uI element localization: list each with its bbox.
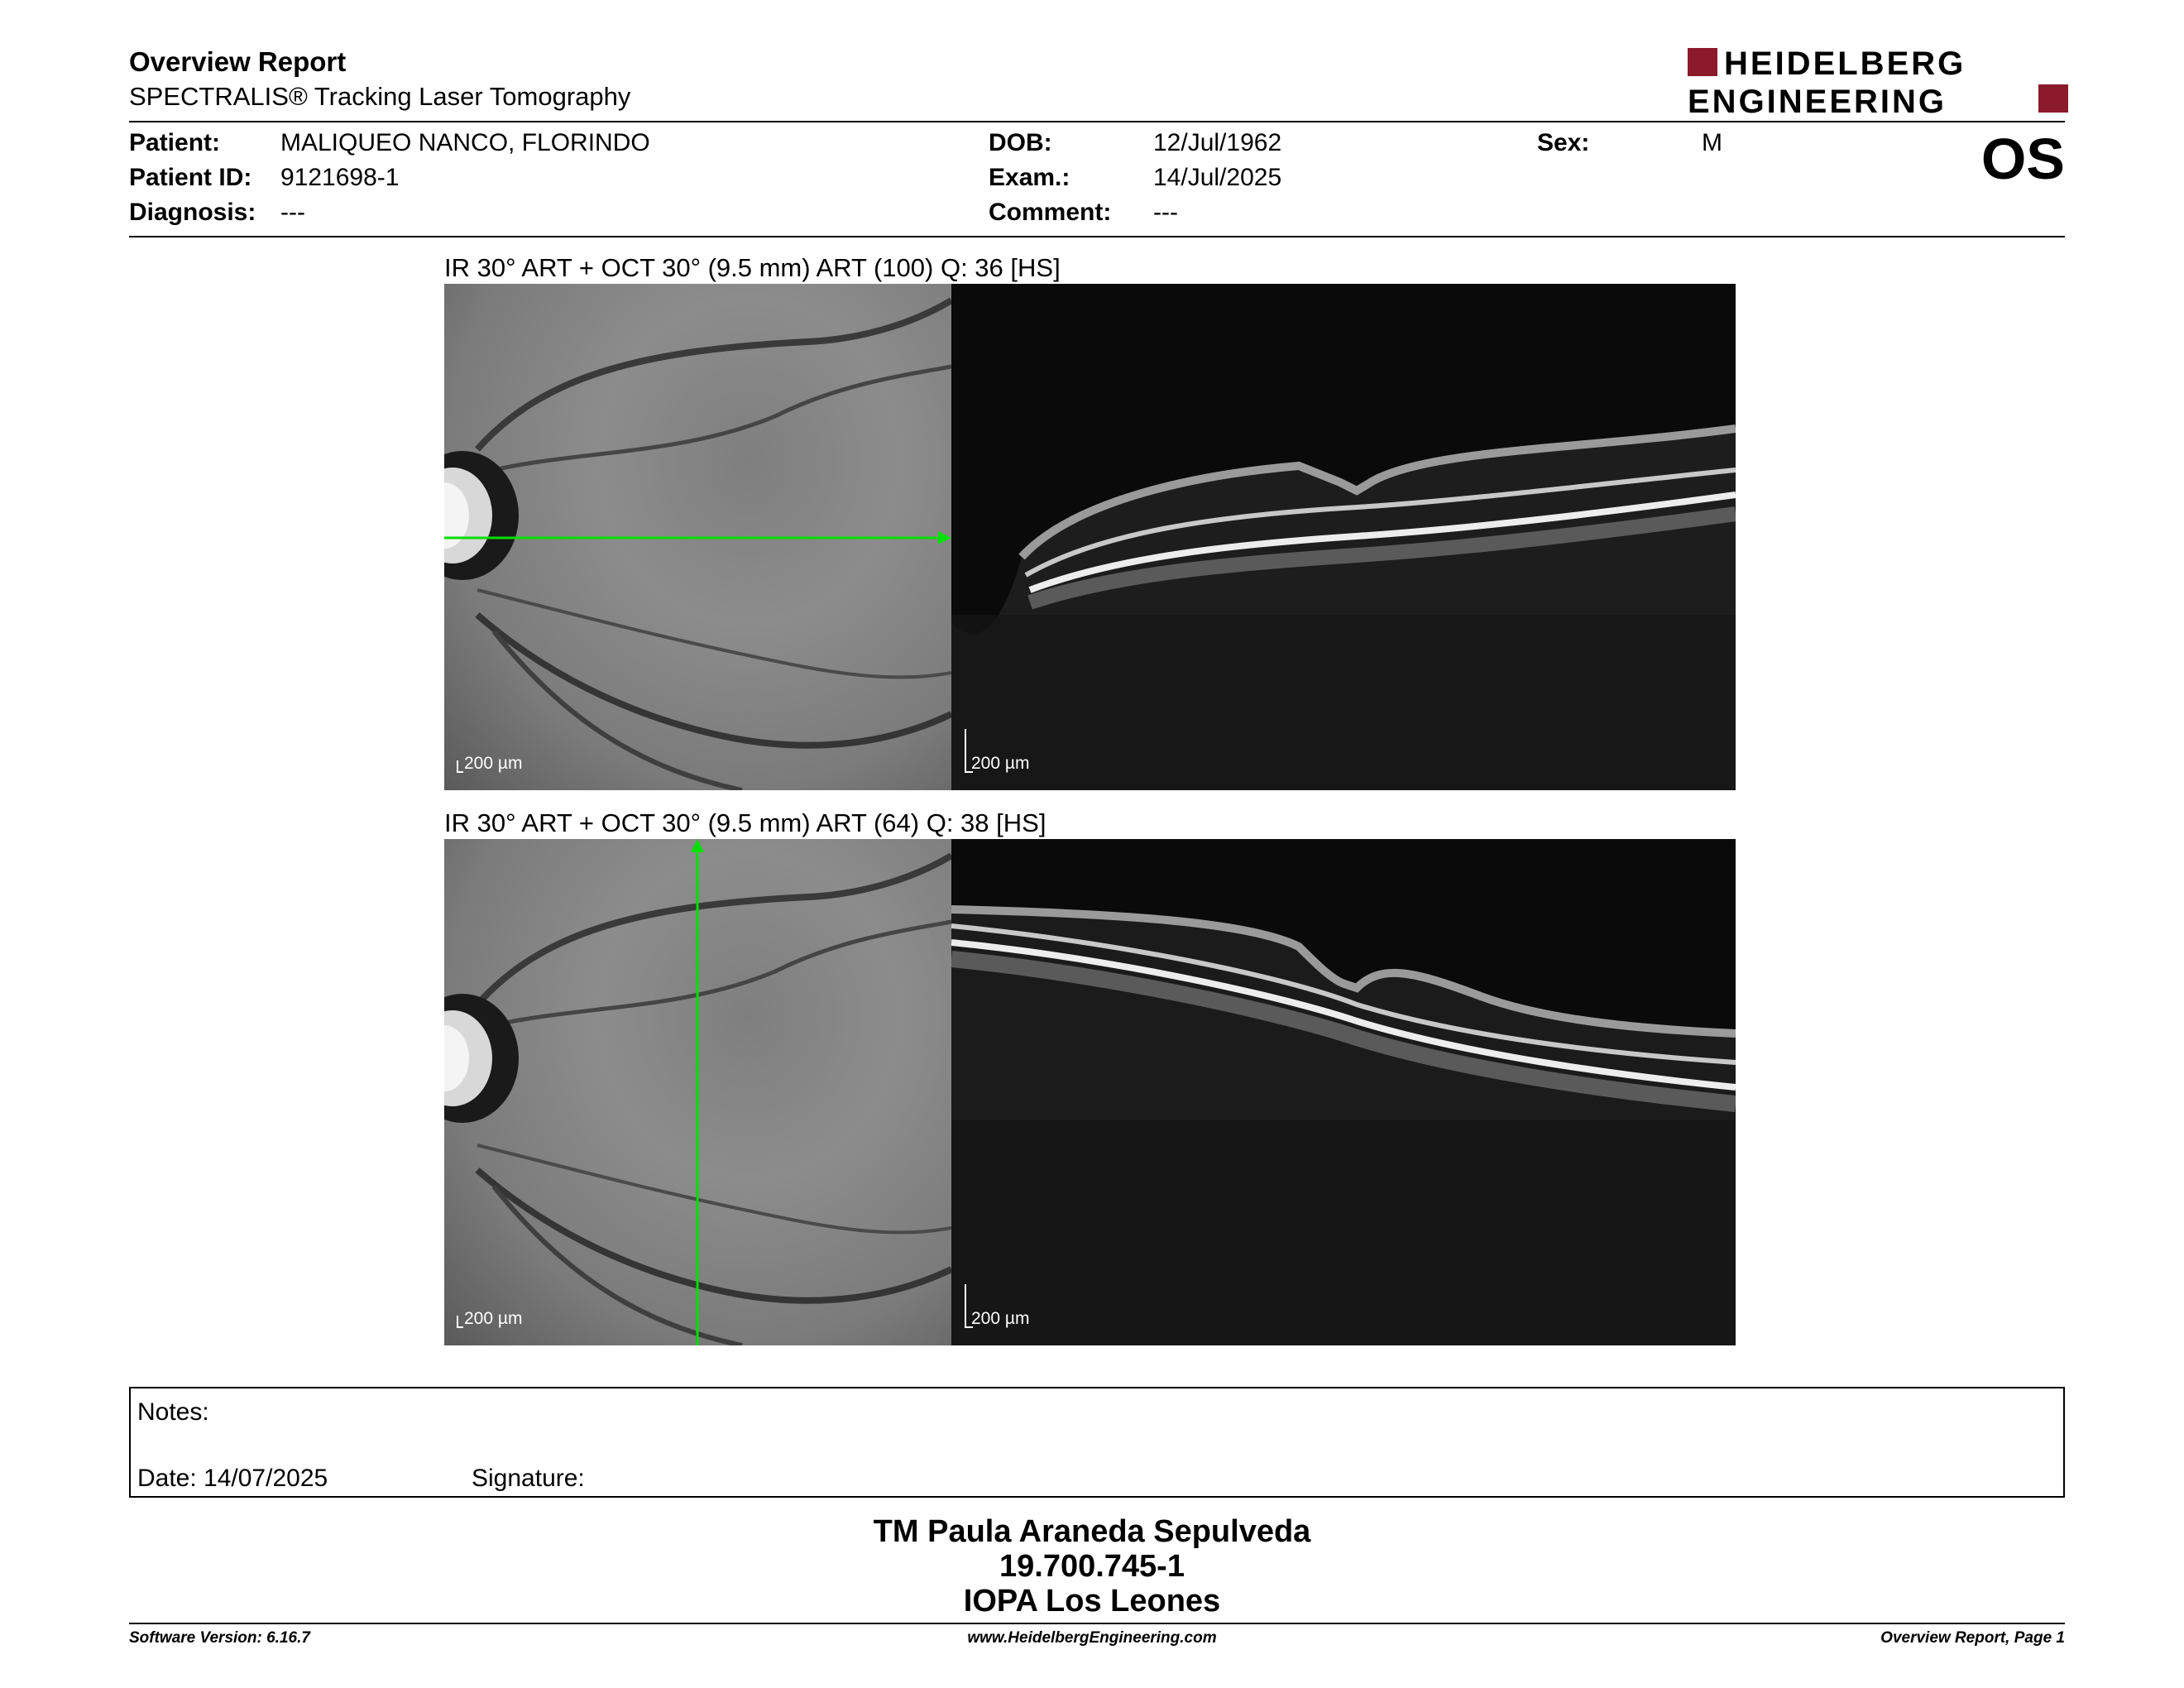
website-link[interactable]: www.HeidelbergEngineering.com bbox=[967, 1629, 1217, 1647]
oct-scale-label: 200 µm bbox=[971, 1309, 1030, 1328]
software-version: Software Version: 6.16.7 bbox=[129, 1629, 310, 1647]
retina-layers bbox=[951, 284, 1736, 790]
signer-organization: IOPA Los Leones bbox=[963, 1584, 1221, 1618]
oct-bscan-image bbox=[951, 284, 1736, 790]
ir-fundus-image bbox=[444, 839, 951, 1345]
scale-bar-icon bbox=[456, 1314, 464, 1329]
comment-value: --- bbox=[1153, 199, 1178, 226]
date-label: Date: 14/07/2025 bbox=[137, 1465, 328, 1492]
signer-name: TM Paula Araneda Sepulveda bbox=[873, 1514, 1311, 1549]
page-number: Overview Report, Page 1 bbox=[1880, 1629, 2065, 1647]
report-subtitle: SPECTRALIS® Tracking Laser Tomography bbox=[129, 82, 631, 111]
logo-square-bottom bbox=[2038, 84, 2068, 113]
signature-label: Signature: bbox=[472, 1465, 585, 1492]
scan-caption: IR 30° ART + OCT 30° (9.5 mm) ART (100) Q: 36 [HS] bbox=[444, 253, 1061, 282]
ir-fundus-image bbox=[444, 284, 951, 790]
notes-label: Notes: bbox=[137, 1398, 209, 1426]
patient-name: MALIQUEO NANCO, FLORINDO bbox=[280, 129, 650, 156]
scan-line-vertical bbox=[444, 839, 951, 1345]
ir-scale-label: 200 µm bbox=[464, 1309, 523, 1328]
sex-value: M bbox=[1702, 129, 1722, 156]
logo-line2: ENGINEERING bbox=[1688, 84, 1947, 116]
scan-line-horizontal bbox=[444, 284, 951, 790]
exam-value: 14/Jul/2025 bbox=[1153, 164, 1282, 191]
heidelberg-logo bbox=[1688, 46, 2068, 116]
oct-scale-label: 200 µm bbox=[971, 754, 1030, 773]
footer-divider bbox=[129, 1623, 2065, 1624]
patient-id-label: Patient ID: bbox=[129, 164, 252, 191]
scan-caption: IR 30° ART + OCT 30° (9.5 mm) ART (64) Q: 38 [HS] bbox=[444, 808, 1046, 837]
scale-bar-icon bbox=[456, 759, 464, 774]
ir-scale-label: 200 µm bbox=[464, 754, 523, 773]
logo-line1: HEIDELBERG bbox=[1724, 46, 1966, 82]
oct-bscan-image bbox=[951, 839, 1736, 1345]
header-divider bbox=[129, 121, 2065, 122]
dob-value: 12/Jul/1962 bbox=[1153, 129, 1282, 156]
exam-label: Exam.: bbox=[989, 164, 1070, 191]
logo-square-top bbox=[1688, 48, 1717, 76]
diagnosis-value: --- bbox=[280, 199, 305, 226]
eye-indicator: OS bbox=[1980, 127, 2065, 191]
patient-divider bbox=[129, 236, 2065, 237]
retina-layers bbox=[951, 839, 1736, 1345]
diagnosis-label: Diagnosis: bbox=[129, 199, 256, 226]
notes-box bbox=[129, 1387, 2065, 1498]
patient-id: 9121698-1 bbox=[280, 164, 400, 191]
sex-label: Sex: bbox=[1537, 129, 1590, 156]
patient-label: Patient: bbox=[129, 129, 221, 156]
dob-label: DOB: bbox=[989, 129, 1052, 156]
comment-label: Comment: bbox=[989, 199, 1112, 226]
report-title: Overview Report bbox=[129, 46, 347, 77]
signer-id: 19.700.745-1 bbox=[999, 1549, 1185, 1584]
